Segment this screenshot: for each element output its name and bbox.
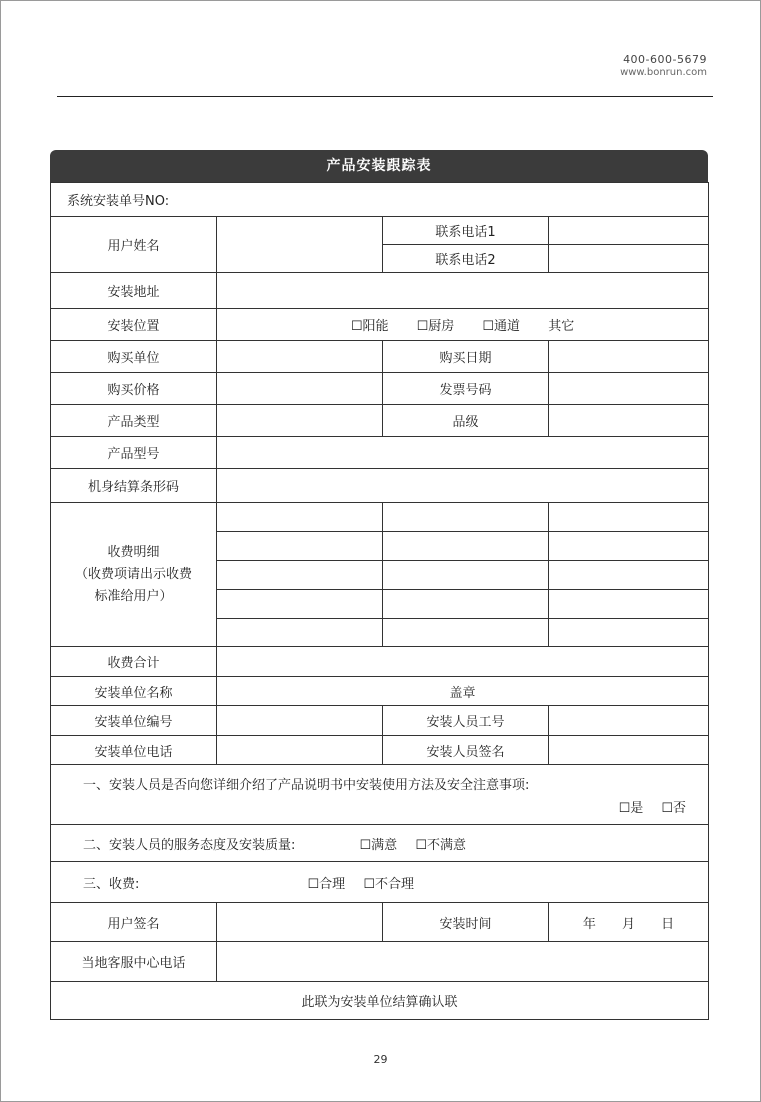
- header-phone: 400-600-5679: [623, 53, 707, 66]
- user-sign-label: 用户签名: [51, 903, 217, 942]
- fee-cell[interactable]: [217, 503, 383, 532]
- fee-cell[interactable]: [549, 619, 709, 647]
- address-label: 安装地址: [51, 273, 217, 309]
- purchase-unit-field[interactable]: [217, 341, 383, 373]
- question-1: [51, 765, 709, 825]
- user-name-label: 用户姓名: [51, 217, 217, 273]
- location-options: [217, 309, 709, 341]
- install-time-label: 安装时间: [383, 903, 549, 942]
- fee-cell[interactable]: [383, 503, 549, 532]
- fee-cell[interactable]: [549, 503, 709, 532]
- date-month: 月: [622, 916, 636, 932]
- page-number: 29: [373, 1053, 388, 1066]
- grade-label: 品级: [383, 405, 549, 437]
- product-model-field[interactable]: [217, 437, 709, 469]
- grade-field[interactable]: [549, 405, 709, 437]
- fee-detail-line-1: 收费明细: [107, 544, 160, 560]
- user-name-field[interactable]: [217, 217, 383, 273]
- phone1-field[interactable]: [549, 217, 709, 245]
- form-table: [50, 182, 709, 1020]
- question-2: [51, 825, 709, 862]
- phone2-field[interactable]: [549, 245, 709, 273]
- local-service-label: 当地客服中心电话: [51, 942, 217, 982]
- install-date-field[interactable]: [549, 903, 709, 942]
- q3-reasonable-checkbox[interactable]: ☐合理: [307, 876, 346, 892]
- installer-phone-label: 安装单位电话: [51, 736, 217, 765]
- worker-id-field[interactable]: [549, 706, 709, 736]
- q2-unsatisfied-checkbox[interactable]: ☐不满意: [415, 837, 466, 853]
- question-1-text: 一、安装人员是否向您详细介绍了产品说明书中安装使用方法及安全注意事项:: [83, 777, 530, 793]
- fee-detail-line-2: （收费项请出示收费: [74, 566, 192, 582]
- worker-id-label: 安装人员工号: [383, 706, 549, 736]
- fee-cell[interactable]: [383, 561, 549, 590]
- product-model-label: 产品型号: [51, 437, 217, 469]
- question-2-text: 二、安装人员的服务态度及安装质量:: [83, 837, 296, 853]
- user-sign-field[interactable]: [217, 903, 383, 942]
- address-field[interactable]: [217, 273, 709, 309]
- header-divider: [57, 96, 713, 97]
- fee-cell[interactable]: [383, 619, 549, 647]
- worker-sign-field[interactable]: [549, 736, 709, 765]
- purchase-price-label: 购买价格: [51, 373, 217, 405]
- fee-cell[interactable]: [217, 619, 383, 647]
- fee-cell[interactable]: [383, 590, 549, 619]
- location-option-kitchen[interactable]: ☐厨房: [416, 319, 455, 334]
- fee-total-field[interactable]: [217, 647, 709, 677]
- installer-no-field[interactable]: [217, 706, 383, 736]
- location-option-solar[interactable]: ☐阳能: [350, 319, 389, 334]
- product-type-field[interactable]: [217, 405, 383, 437]
- date-year: 年: [582, 916, 596, 932]
- fee-cell[interactable]: [549, 561, 709, 590]
- barcode-field[interactable]: [217, 469, 709, 503]
- q3-unreasonable-checkbox[interactable]: ☐不合理: [363, 876, 414, 892]
- location-label: 安装位置: [51, 309, 217, 341]
- question-3: [51, 862, 709, 903]
- barcode-label: 机身结算条形码: [51, 469, 217, 503]
- fee-cell[interactable]: [383, 532, 549, 561]
- question-3-text: 三、收费:: [83, 876, 140, 892]
- phone1-label: 联系电话1: [383, 217, 549, 245]
- purchase-date-label: 购买日期: [383, 341, 549, 373]
- invoice-no-label: 发票号码: [383, 373, 549, 405]
- product-type-label: 产品类型: [51, 405, 217, 437]
- header-website: www.bonrun.com: [620, 67, 707, 78]
- purchase-date-field[interactable]: [549, 341, 709, 373]
- fee-cell[interactable]: [549, 590, 709, 619]
- system-no-label: 系统安装单号NO:: [51, 183, 709, 217]
- purchase-unit-label: 购买单位: [51, 341, 217, 373]
- installer-no-label: 安装单位编号: [51, 706, 217, 736]
- phone2-label: 联系电话2: [383, 245, 549, 273]
- purchase-price-field[interactable]: [217, 373, 383, 405]
- installer-phone-field[interactable]: [217, 736, 383, 765]
- install-tracking-form: [50, 150, 708, 1020]
- footer-note: 此联为安装单位结算确认联: [51, 982, 709, 1020]
- fee-detail-line-3: 标准给用户）: [94, 588, 173, 604]
- date-day: 日: [661, 916, 675, 932]
- location-option-corridor[interactable]: ☐通道: [482, 319, 521, 334]
- worker-sign-label: 安装人员签名: [383, 736, 549, 765]
- seal-label: 盖章: [217, 677, 709, 706]
- q1-yes-checkbox[interactable]: ☐是: [618, 800, 644, 816]
- fee-cell[interactable]: [217, 532, 383, 561]
- q1-no-checkbox[interactable]: ☐否: [661, 800, 687, 816]
- fee-cell[interactable]: [217, 590, 383, 619]
- location-option-other[interactable]: 其它: [548, 319, 575, 334]
- fee-total-label: 收费合计: [51, 647, 217, 677]
- fee-cell[interactable]: [549, 532, 709, 561]
- local-service-field[interactable]: [217, 942, 709, 982]
- q2-satisfied-checkbox[interactable]: ☐满意: [359, 837, 398, 853]
- fee-detail-label: [51, 503, 217, 647]
- fee-cell[interactable]: [217, 561, 383, 590]
- installer-name-label: 安装单位名称: [51, 677, 217, 706]
- form-title: 产品安装跟踪表: [50, 150, 708, 182]
- invoice-no-field[interactable]: [549, 373, 709, 405]
